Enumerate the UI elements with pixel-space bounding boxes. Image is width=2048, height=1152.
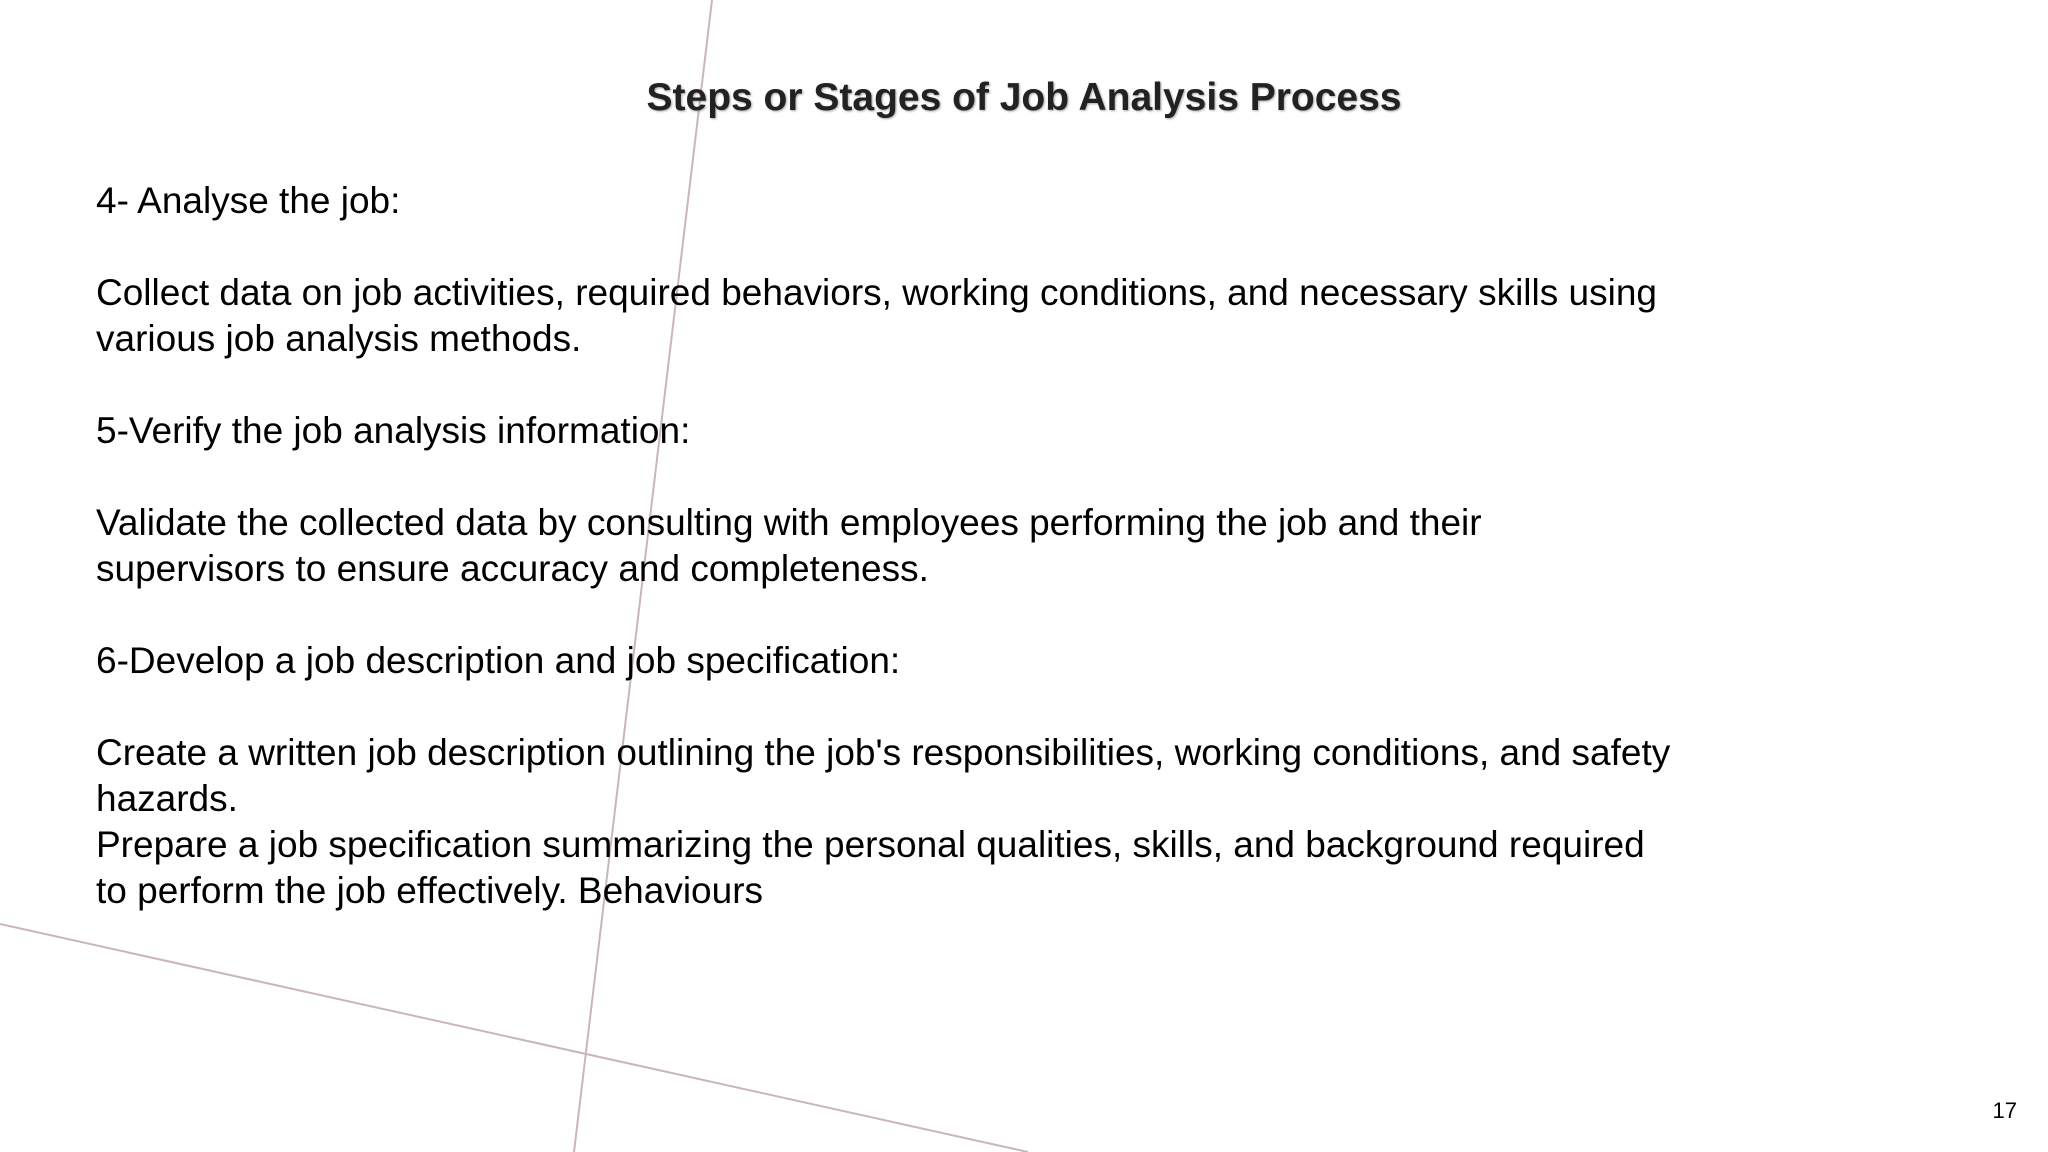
step4-text-line2: various job analysis methods. bbox=[96, 318, 582, 359]
step4-heading: 4- Analyse the job: bbox=[96, 180, 401, 221]
step6-heading: 6-Develop a job description and job specification: bbox=[96, 640, 901, 681]
paragraph-gap bbox=[96, 224, 1796, 270]
decor-line-diagonal bbox=[0, 924, 1028, 1152]
paragraph-gap bbox=[96, 362, 1796, 408]
paragraph-gap bbox=[96, 684, 1796, 730]
step6-text-line3: Prepare a job specification summarizing the personal qualities, skills, and background required bbox=[96, 824, 1645, 865]
paragraph-gap bbox=[96, 592, 1796, 638]
page-number: 17 bbox=[1992, 1098, 2017, 1123]
step4-text-line1: Collect data on job activities, required behaviors, working conditions, and necessary skills using bbox=[96, 272, 1657, 313]
step6-text-line4: to perform the job effectively. Behaviours bbox=[96, 870, 764, 911]
step5-heading: 5-Verify the job analysis information: bbox=[96, 410, 691, 451]
step5-text-line1: Validate the collected data by consulting with employees performing the job and their bbox=[96, 502, 1482, 543]
step6-text-line2: hazards. bbox=[96, 778, 238, 819]
slide-body bbox=[96, 178, 1796, 914]
paragraph-gap bbox=[96, 454, 1796, 500]
step5-text-line2: supervisors to ensure accuracy and completeness. bbox=[96, 548, 929, 589]
slide-title: Steps or Stages of Job Analysis Process bbox=[646, 76, 1402, 119]
step6-text-line1: Create a written job description outlining the job's responsibilities, working conditions, and safety bbox=[96, 732, 1671, 773]
